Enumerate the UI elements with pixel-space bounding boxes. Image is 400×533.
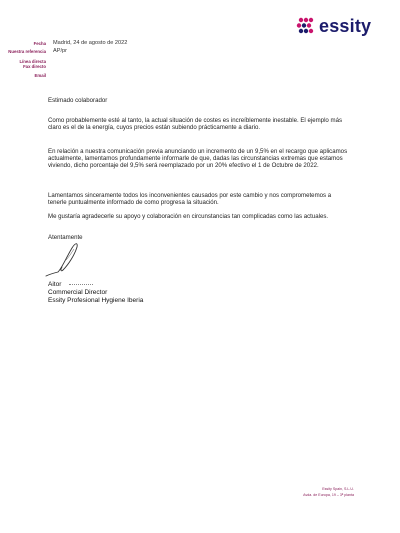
signer-block <box>48 281 143 305</box>
meta-value: Madrid, 24 de agosto de 2022 <box>53 40 128 46</box>
meta-label: Fecha <box>33 41 46 46</box>
paragraph <box>48 148 348 170</box>
essity-logo <box>296 16 371 36</box>
paragraph <box>48 192 348 206</box>
meta-label: Línea directa <box>19 59 46 64</box>
meta-label: Email <box>34 73 46 78</box>
paragraph-text: Lamentamos sinceramente todos los inconvenientes causados por este cambio y nos comprometemos a tenerle puntualmente informado de como progresa la situación. <box>48 192 332 207</box>
meta-label: Nuestra referencia <box>8 49 46 54</box>
signer-company: Essity Profesional Hygiene Iberia <box>48 297 144 304</box>
closing-text: Atentamente <box>48 234 83 241</box>
signer-name-line <box>48 281 143 289</box>
paragraph <box>48 117 348 131</box>
footer-address <box>303 487 354 498</box>
meta-direct-fax <box>0 64 400 72</box>
greeting: Estimado colaborador <box>48 97 108 104</box>
paragraph-text: Como probablemente esté al tanto, la actual situación de costes es increíblemente inestable. El ejemplo más claro es el de la energía, cuyos precios están subiendo prácticamente a diario. <box>48 117 343 132</box>
essity-logo-mark-icon <box>296 16 316 36</box>
footer-street: Avda. de Europa, 19 – 3ª planta <box>303 492 354 497</box>
handwritten-signature <box>44 240 84 280</box>
meta-label: Fax directo <box>23 64 46 69</box>
footer-company: Essity Spain, S.L.U. <box>322 487 354 491</box>
signer-name-dotted-line <box>69 284 93 285</box>
closing <box>48 234 348 241</box>
meta-value: AP/pr <box>53 48 67 54</box>
meta-email <box>0 73 400 81</box>
brand-name: essity <box>319 16 372 36</box>
paragraph <box>48 213 348 220</box>
meta-reference <box>0 49 400 57</box>
signer-name: Aitor <box>48 281 62 288</box>
signer-title: Commercial Director <box>48 289 108 296</box>
paragraph-text: Me gustaría agradecerle su apoyo y colaboración en circunstancias tan complicadas como las actuales. <box>48 213 329 220</box>
paragraph-text: En relación a nuestra comunicación previa anunciando un incremento de un 9,5% en el recargo que aplicamos actualmente, lamentamos profundamente informarle de que, dadas las circunstancias extremas que estamos viviendo, dicho porcentaje del 9,5% será reemplazado por un 20% efectivo el 1 de Octubre de 2022. <box>48 148 348 170</box>
